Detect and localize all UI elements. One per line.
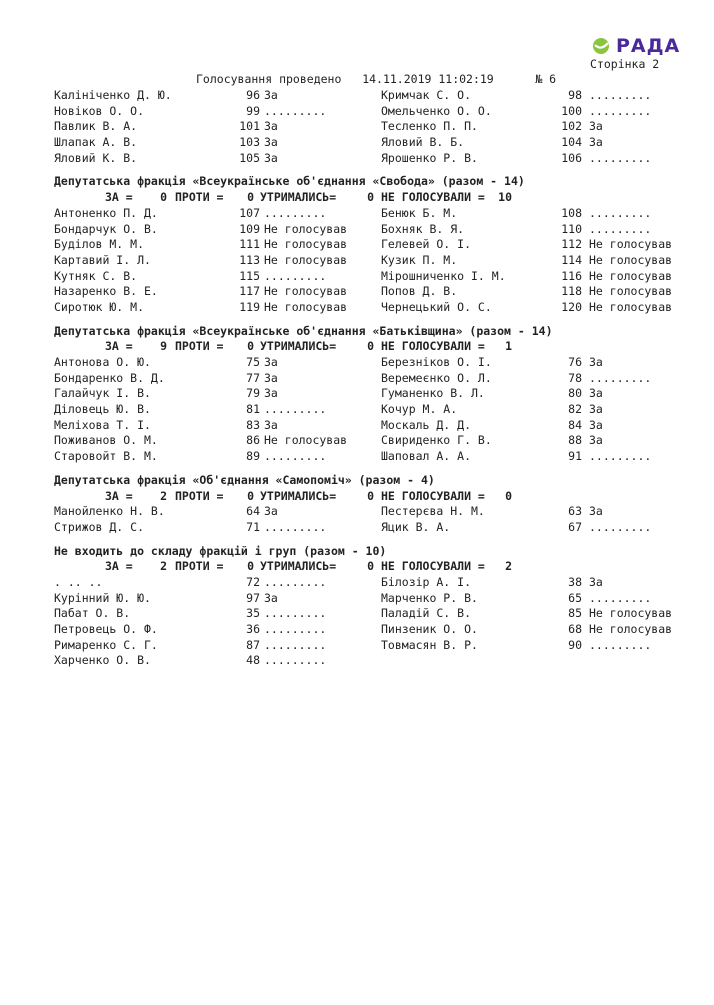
deputy-name: Марченко Р. В.	[381, 590, 478, 605]
proty-count: 0	[247, 488, 254, 503]
deputy-vote: .........	[264, 622, 327, 636]
deputy-vote: За	[589, 574, 603, 589]
faction-title: Депутатська фракція «Всеукраїнське об'єднання «Свобода» (разом - 14)	[54, 174, 525, 189]
deputy-vote: .........	[589, 637, 652, 652]
ne-holosuvaly-label: НЕ ГОЛОСУВАЛИ =	[381, 339, 485, 354]
deputy-name: Павлик В. А.	[54, 119, 138, 134]
deputy-seat: 116	[561, 268, 582, 283]
deputy-seat: 82	[568, 402, 582, 417]
utrymalys-count: 0	[367, 190, 374, 205]
deputy-vote: Не голосував	[589, 622, 673, 636]
vote-row	[54, 253, 694, 269]
deputy-vote: Не голосував	[589, 268, 673, 283]
deputy-seat: 110	[561, 221, 582, 236]
deputy-seat: 89	[246, 449, 260, 464]
deputy-seat: 97	[246, 590, 260, 605]
deputy-name: Мірошниченко І. М.	[381, 268, 506, 283]
vote-row	[54, 206, 694, 222]
deputy-vote: .........	[264, 402, 327, 417]
deputy-seat: 87	[246, 637, 260, 652]
deputy-vote: .........	[264, 637, 327, 652]
deputy-vote: .........	[589, 103, 652, 118]
rada-logo-icon	[592, 36, 614, 56]
deputy-name: Яловий В. Б.	[381, 135, 465, 150]
proty-count: 0	[247, 190, 254, 205]
deputy-seat: 38	[568, 574, 582, 589]
vote-number: № 6	[535, 72, 557, 86]
deputy-name: Товмасян В. Р.	[381, 637, 478, 652]
deputy-seat: 109	[239, 221, 260, 236]
deputy-seat: 84	[568, 417, 582, 432]
ne-holosuvaly-label: НЕ ГОЛОСУВАЛИ =	[381, 488, 485, 503]
deputy-seat: 81	[246, 402, 260, 417]
vote-row	[54, 237, 694, 253]
vote-header-label: Голосування проведено	[196, 72, 342, 86]
deputy-name: Чернецький О. С.	[381, 299, 492, 314]
faction-totals	[54, 489, 694, 505]
deputy-vote: .........	[264, 606, 327, 621]
deputy-seat: 68	[568, 622, 582, 636]
intro-rows	[54, 88, 694, 166]
vote-row	[54, 622, 694, 638]
deputy-vote: За	[589, 119, 603, 134]
deputy-vote: Не голосував	[264, 237, 348, 252]
deputy-vote: .........	[264, 205, 327, 220]
deputy-seat: 112	[561, 237, 582, 252]
deputy-seat: 98	[568, 88, 582, 102]
vote-row	[54, 355, 694, 371]
faction-section	[54, 174, 694, 315]
za-count: 9	[160, 339, 167, 354]
deputy-vote: .........	[264, 449, 327, 464]
deputy-vote: Не голосував	[264, 221, 348, 236]
proty-label: ПРОТИ =	[175, 339, 224, 354]
deputy-name: Попов Д. В.	[381, 284, 458, 299]
utrymalys-label: УТРИМАЛИСЬ=	[260, 339, 337, 354]
deputy-seat: 104	[561, 135, 582, 150]
faction-title: Депутатська фракція «Об'єднання «Самопоміч» (разом - 4)	[54, 472, 435, 487]
za-count: 2	[160, 559, 167, 574]
deputy-name: Гуманенко В. Л.	[381, 386, 485, 401]
deputy-seat: 120	[561, 299, 582, 314]
deputy-vote: За	[589, 504, 603, 519]
faction-title: Не входить до складу фракцій і груп (разом - 10)	[54, 543, 387, 558]
faction-title: Депутатська фракція «Всеукраїнське об'єднання «Батьківщина» (разом - 14)	[54, 323, 553, 338]
deputy-name: Пестерєва Н. М.	[381, 504, 485, 519]
deputy-name: Кутняк С. В.	[54, 268, 138, 283]
deputy-seat: 106	[561, 150, 582, 165]
deputy-seat: 119	[239, 299, 260, 314]
deputy-vote: .........	[264, 653, 327, 668]
deputy-seat: 90	[568, 637, 582, 652]
deputy-vote: .........	[589, 221, 652, 236]
deputy-seat: 118	[561, 284, 582, 299]
deputy-seat: 101	[239, 119, 260, 134]
vote-row	[54, 402, 694, 418]
za-label: ЗА =	[105, 190, 133, 205]
deputy-seat: 83	[246, 417, 260, 432]
deputy-vote: Не голосував	[264, 299, 348, 314]
deputy-vote: Не голосував	[589, 237, 673, 252]
deputy-vote: За	[589, 135, 603, 150]
vote-list	[54, 88, 694, 669]
deputy-name: Картавий І. Л.	[54, 252, 151, 267]
deputy-name: Петровець О. Ф.	[54, 622, 158, 636]
deputy-seat: 63	[568, 504, 582, 519]
utrymalys-count: 0	[367, 339, 374, 354]
vote-row	[54, 504, 694, 520]
deputy-name: . .. ..	[54, 574, 103, 589]
deputy-name: Пинзеник О. О.	[381, 622, 478, 636]
deputy-seat: 76	[568, 355, 582, 369]
deputy-vote: За	[589, 402, 603, 417]
deputy-seat: 86	[246, 433, 260, 448]
ne-holosuvaly-label: НЕ ГОЛОСУВАЛИ =	[381, 190, 485, 205]
deputy-name: Буділов М. М.	[54, 237, 145, 252]
deputy-name: Яцик В. А.	[381, 519, 451, 534]
vote-row	[54, 284, 694, 300]
rada-logo	[592, 36, 680, 56]
deputy-seat: 36	[246, 622, 260, 636]
vote-row	[54, 104, 694, 120]
vote-header	[196, 72, 556, 86]
za-count: 0	[160, 190, 167, 205]
deputy-seat: 103	[239, 135, 260, 150]
za-label: ЗА =	[105, 559, 133, 574]
deputy-name: Березніков О. І.	[381, 355, 492, 369]
deputy-name: Сиротюк Ю. М.	[54, 299, 145, 314]
vote-row	[54, 371, 694, 387]
deputy-name: Стрижов Д. С.	[54, 519, 145, 534]
deputy-vote: Не голосував	[589, 606, 673, 621]
vote-row	[54, 119, 694, 135]
deputy-vote: .........	[264, 103, 327, 118]
deputy-vote: За	[264, 119, 278, 134]
deputy-seat: 113	[239, 252, 260, 267]
vote-row	[54, 418, 694, 434]
vote-datetime: 14.11.2019 11:02:19	[362, 72, 494, 86]
deputy-seat: 102	[561, 119, 582, 134]
deputy-name: Назаренко В. Е.	[54, 284, 158, 299]
vote-row	[54, 300, 694, 316]
utrymalys-count: 0	[367, 488, 374, 503]
deputy-vote: .........	[589, 519, 652, 534]
deputy-vote: За	[264, 150, 278, 165]
deputy-vote: За	[589, 433, 603, 448]
utrymalys-count: 0	[367, 559, 374, 574]
za-count: 2	[160, 488, 167, 503]
deputy-seat: 105	[239, 150, 260, 165]
deputy-name: Шаповал А. А.	[381, 449, 472, 464]
deputy-vote: .........	[589, 370, 652, 385]
za-label: ЗА =	[105, 488, 133, 503]
deputy-vote: .........	[589, 88, 652, 102]
deputy-seat: 77	[246, 370, 260, 385]
deputy-seat: 114	[561, 252, 582, 267]
utrymalys-label: УТРИМАЛИСЬ=	[260, 559, 337, 574]
deputy-vote: За	[264, 417, 278, 432]
deputy-seat: 107	[239, 205, 260, 220]
deputy-seat: 115	[239, 268, 260, 283]
deputy-name: Римаренко С. Г.	[54, 637, 158, 652]
deputy-name: Тесленко П. П.	[381, 119, 478, 134]
deputy-vote: За	[264, 355, 278, 369]
deputy-name: Антоненко П. Д.	[54, 205, 158, 220]
deputy-seat: 80	[568, 386, 582, 401]
ne-holosuvaly-count: 1	[505, 339, 512, 354]
page-number: Сторінка 2	[590, 57, 660, 71]
deputy-seat: 65	[568, 590, 582, 605]
deputy-name: Омельченко О. О.	[381, 103, 492, 118]
ne-holosuvaly-count: 2	[505, 559, 512, 574]
vote-row	[54, 386, 694, 402]
deputy-name: Галайчук І. В.	[54, 386, 151, 401]
vote-row	[54, 88, 694, 104]
vote-row	[54, 606, 694, 622]
deputy-name: Харченко О. В.	[54, 653, 151, 668]
deputy-name: Антонова О. Ю.	[54, 355, 151, 369]
faction-totals	[54, 190, 694, 206]
deputy-seat: 78	[568, 370, 582, 385]
deputy-vote: За	[264, 370, 278, 385]
deputy-vote: .........	[589, 590, 652, 605]
deputy-vote: Не голосував	[264, 252, 348, 267]
vote-row	[54, 653, 694, 669]
deputy-name: Веремеєнко О. Л.	[381, 370, 492, 385]
vote-row	[54, 575, 694, 591]
deputy-name: Меліхова Т. І.	[54, 417, 151, 432]
faction-section	[54, 324, 694, 465]
faction-totals	[54, 339, 694, 355]
vote-row	[54, 433, 694, 449]
deputy-name: Пабат О. В.	[54, 606, 131, 621]
deputy-vote: Не голосував	[589, 284, 673, 299]
vote-row	[54, 591, 694, 607]
deputy-vote: Не голосував	[589, 252, 673, 267]
deputy-seat: 35	[246, 606, 260, 621]
deputy-seat: 64	[246, 504, 260, 519]
deputy-name: Шлапак А. В.	[54, 135, 138, 150]
deputy-name: Москаль Д. Д.	[381, 417, 472, 432]
deputy-name: Бондарчук О. В.	[54, 221, 158, 236]
deputy-name: Новіков О. О.	[54, 103, 145, 118]
deputy-vote: За	[264, 504, 278, 519]
rada-logo-text: РАДА	[616, 35, 681, 57]
deputy-name: Діловець Ю. В.	[54, 402, 151, 417]
deputy-seat: 111	[239, 237, 260, 252]
deputy-vote: .........	[589, 449, 652, 464]
deputy-name: Кримчак С. О.	[381, 88, 472, 102]
faction-section	[54, 544, 694, 670]
vote-row	[54, 135, 694, 151]
proty-label: ПРОТИ =	[175, 559, 224, 574]
deputy-vote: За	[589, 355, 603, 369]
deputy-name: Бондаренко В. Д.	[54, 370, 165, 385]
deputy-seat: 88	[568, 433, 582, 448]
za-label: ЗА =	[105, 339, 133, 354]
deputy-vote: .........	[264, 519, 327, 534]
deputy-seat: 96	[246, 88, 260, 102]
deputy-name: Ярошенко Р. В.	[381, 150, 478, 165]
proty-label: ПРОТИ =	[175, 190, 224, 205]
deputy-name: Гелевей О. І.	[381, 237, 472, 252]
deputy-seat: 75	[246, 355, 260, 369]
vote-row	[54, 151, 694, 167]
deputy-vote: За	[264, 88, 278, 102]
deputy-seat: 71	[246, 519, 260, 534]
deputy-seat: 108	[561, 205, 582, 220]
deputy-name: Кочур М. А.	[381, 402, 458, 417]
deputy-name: Поживанов О. М.	[54, 433, 158, 448]
vote-row	[54, 222, 694, 238]
utrymalys-label: УТРИМАЛИСЬ=	[260, 488, 337, 503]
deputy-seat: 99	[246, 103, 260, 118]
deputy-name: Калініченко Д. Ю.	[54, 88, 172, 102]
deputy-vote: Не голосував	[264, 433, 348, 448]
deputy-vote: За	[589, 417, 603, 432]
deputy-seat: 117	[239, 284, 260, 299]
deputy-vote: За	[264, 386, 278, 401]
deputy-name: Паладій С. В.	[381, 606, 472, 621]
deputy-seat: 79	[246, 386, 260, 401]
proty-label: ПРОТИ =	[175, 488, 224, 503]
deputy-name: Бохняк В. Я.	[381, 221, 465, 236]
deputy-name: Бенюк Б. М.	[381, 205, 458, 220]
proty-count: 0	[247, 339, 254, 354]
deputy-vote: .........	[264, 268, 327, 283]
vote-row	[54, 638, 694, 654]
utrymalys-label: УТРИМАЛИСЬ=	[260, 190, 337, 205]
deputy-vote: Не голосував	[264, 284, 348, 299]
deputy-vote: За	[589, 386, 603, 401]
deputy-name: Свириденко Г. В.	[381, 433, 492, 448]
deputy-vote: За	[264, 590, 278, 605]
deputy-seat: 67	[568, 519, 582, 534]
vote-row	[54, 269, 694, 285]
deputy-name: Курінний Ю. Ю.	[54, 590, 151, 605]
proty-count: 0	[247, 559, 254, 574]
deputy-seat: 85	[568, 606, 582, 621]
deputy-seat: 48	[246, 653, 260, 668]
vote-row	[54, 520, 694, 536]
deputy-vote: .........	[589, 150, 652, 165]
vote-row	[54, 449, 694, 465]
deputy-name: Білозір А. І.	[381, 574, 472, 589]
deputy-name: Кузик П. М.	[381, 252, 458, 267]
ne-holosuvaly-count: 0	[505, 488, 512, 503]
deputy-name: Яловий К. В.	[54, 150, 138, 165]
deputy-seat: 100	[561, 103, 582, 118]
deputy-vote: Не голосував	[589, 299, 673, 314]
faction-sections	[54, 174, 694, 669]
deputy-vote: .........	[589, 205, 652, 220]
ne-holosuvaly-count: 10	[498, 190, 512, 205]
deputy-name: Манойленко Н. В.	[54, 504, 165, 519]
faction-section	[54, 473, 694, 536]
deputy-vote: .........	[264, 574, 327, 589]
faction-totals	[54, 559, 694, 575]
deputy-seat: 91	[568, 449, 582, 464]
deputy-vote: За	[264, 135, 278, 150]
ne-holosuvaly-label: НЕ ГОЛОСУВАЛИ =	[381, 559, 485, 574]
deputy-name: Старовойт В. М.	[54, 449, 158, 464]
deputy-seat: 72	[246, 574, 260, 589]
